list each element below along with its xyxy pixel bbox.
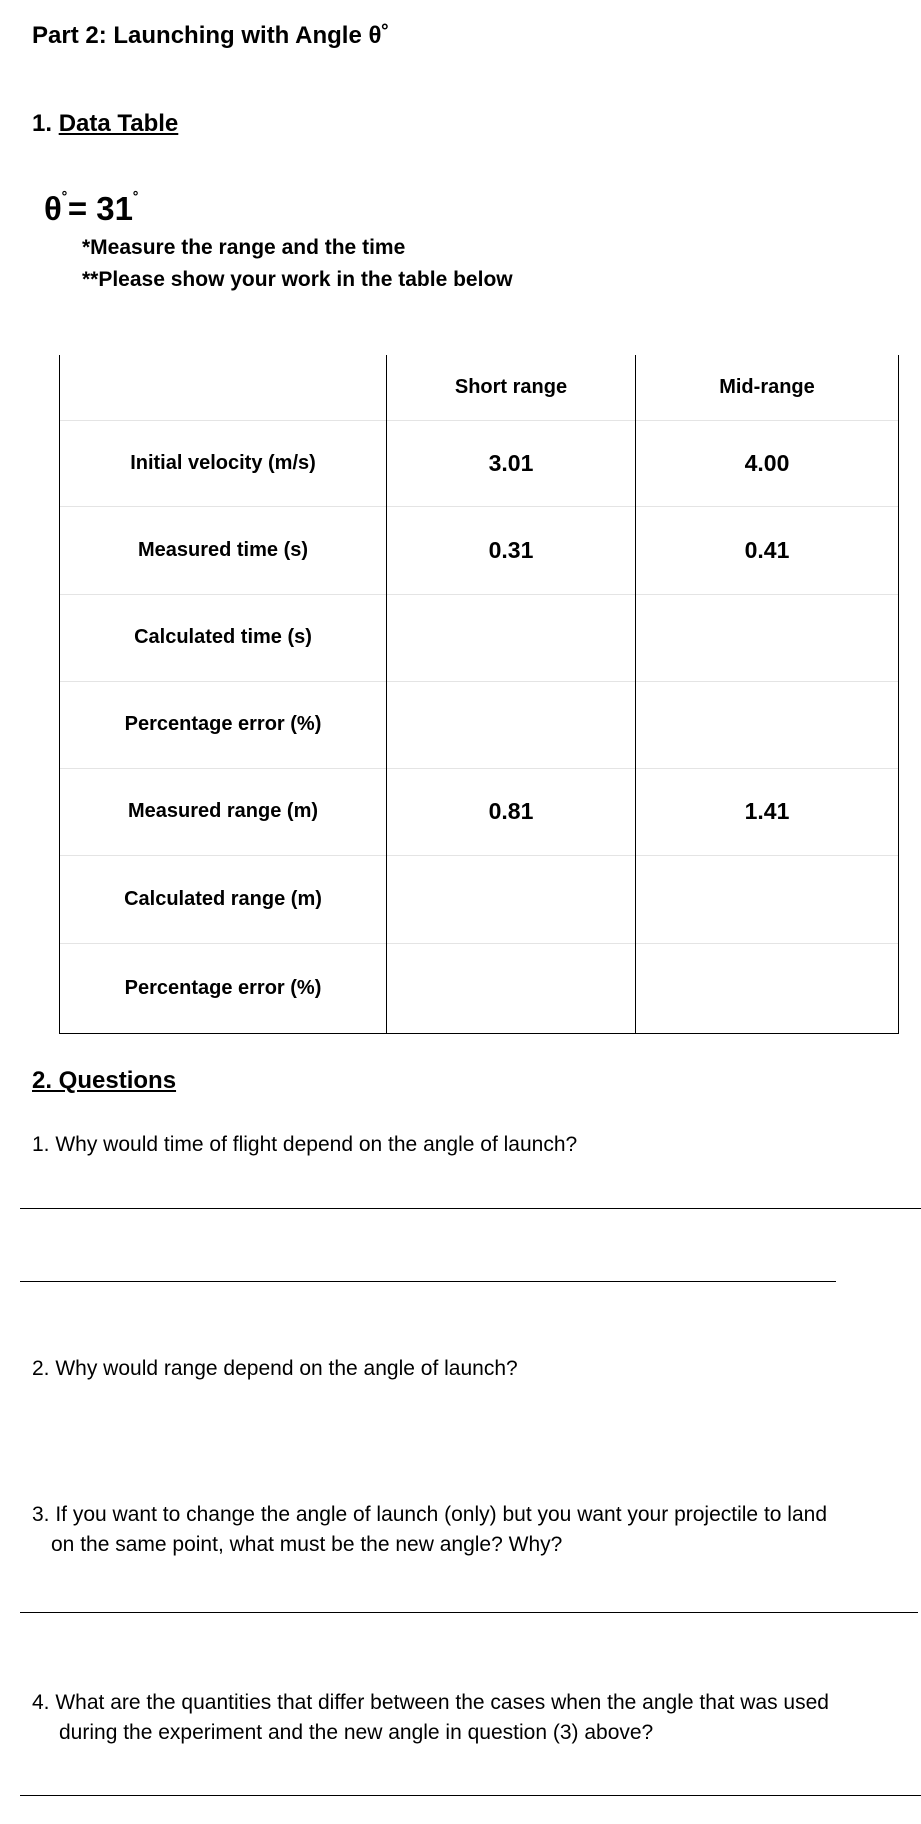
answer-line-3[interactable]	[20, 1612, 918, 1613]
mid-range-cell[interactable]: 4.00	[636, 420, 899, 506]
data-table	[59, 355, 899, 1034]
table-row	[60, 943, 899, 1033]
short-range-cell[interactable]	[387, 855, 636, 943]
short-range-cell[interactable]	[387, 594, 636, 681]
section-number: 1.	[32, 110, 59, 137]
mid-range-cell[interactable]	[636, 943, 899, 1033]
mid-range-cell[interactable]: 1.41	[636, 768, 899, 855]
section-title-data-table	[32, 110, 178, 138]
row-label: Calculated time (s)	[60, 594, 387, 681]
question-2: 2. Why would range depend on the angle of launch?	[32, 1357, 518, 1380]
question-4	[32, 1688, 829, 1748]
header-mid-range: Mid-range	[636, 355, 899, 420]
part-title: Part 2: Launching with Angle θ˚	[32, 22, 390, 49]
short-range-cell[interactable]	[387, 943, 636, 1033]
table-row	[60, 681, 899, 768]
angle-equals: = 31	[67, 190, 133, 227]
row-label: Percentage error (%)	[60, 681, 387, 768]
table-row	[60, 855, 899, 943]
mid-range-cell[interactable]	[636, 681, 899, 768]
answer-line-1[interactable]	[20, 1208, 921, 1209]
degree-mark: ˚	[61, 190, 68, 210]
answer-line-4[interactable]	[20, 1795, 921, 1796]
short-range-cell[interactable]	[387, 681, 636, 768]
short-range-cell[interactable]: 3.01	[387, 420, 636, 506]
instruction-measure: *Measure the range and the time	[82, 236, 406, 259]
mid-range-cell[interactable]: 0.41	[636, 506, 899, 594]
answer-line-2[interactable]	[20, 1281, 836, 1282]
degree-mark-2: ˚	[133, 190, 139, 210]
table-row	[60, 420, 899, 506]
question-4-line-1: 4. What are the quantities that differ between the cases when the angle that was used	[32, 1691, 829, 1714]
question-3-line-2: on the same point, what must be the new angle? Why?	[51, 1533, 563, 1556]
row-label: Calculated range (m)	[60, 855, 387, 943]
questions-heading: 2. Questions	[32, 1067, 177, 1094]
row-label: Measured time (s)	[60, 506, 387, 594]
angle-value	[44, 190, 139, 228]
table-row	[60, 506, 899, 594]
header-short-range: Short range	[387, 355, 636, 420]
question-1: 1. Why would time of flight depend on the angle of launch?	[32, 1133, 578, 1156]
table-header-row	[60, 355, 899, 420]
question-3-line-1: 3. If you want to change the angle of launch (only) but you want your projectile to land	[32, 1503, 827, 1526]
theta-symbol: θ	[44, 190, 62, 227]
table-row	[60, 594, 899, 681]
instruction-show-work: **Please show your work in the table below	[82, 268, 513, 291]
question-4-line-2: during the experiment and the new angle in question (3) above?	[59, 1721, 654, 1744]
section-heading: Data Table	[58, 110, 179, 137]
question-3	[32, 1500, 827, 1560]
row-label: Percentage error (%)	[60, 943, 387, 1033]
mid-range-cell[interactable]	[636, 594, 899, 681]
row-label: Measured range (m)	[60, 768, 387, 855]
table-row	[60, 768, 899, 855]
row-label: Initial velocity (m/s)	[60, 420, 387, 506]
short-range-cell[interactable]: 0.31	[387, 506, 636, 594]
short-range-cell[interactable]: 0.81	[387, 768, 636, 855]
mid-range-cell[interactable]	[636, 855, 899, 943]
header-cell-empty	[60, 355, 387, 420]
